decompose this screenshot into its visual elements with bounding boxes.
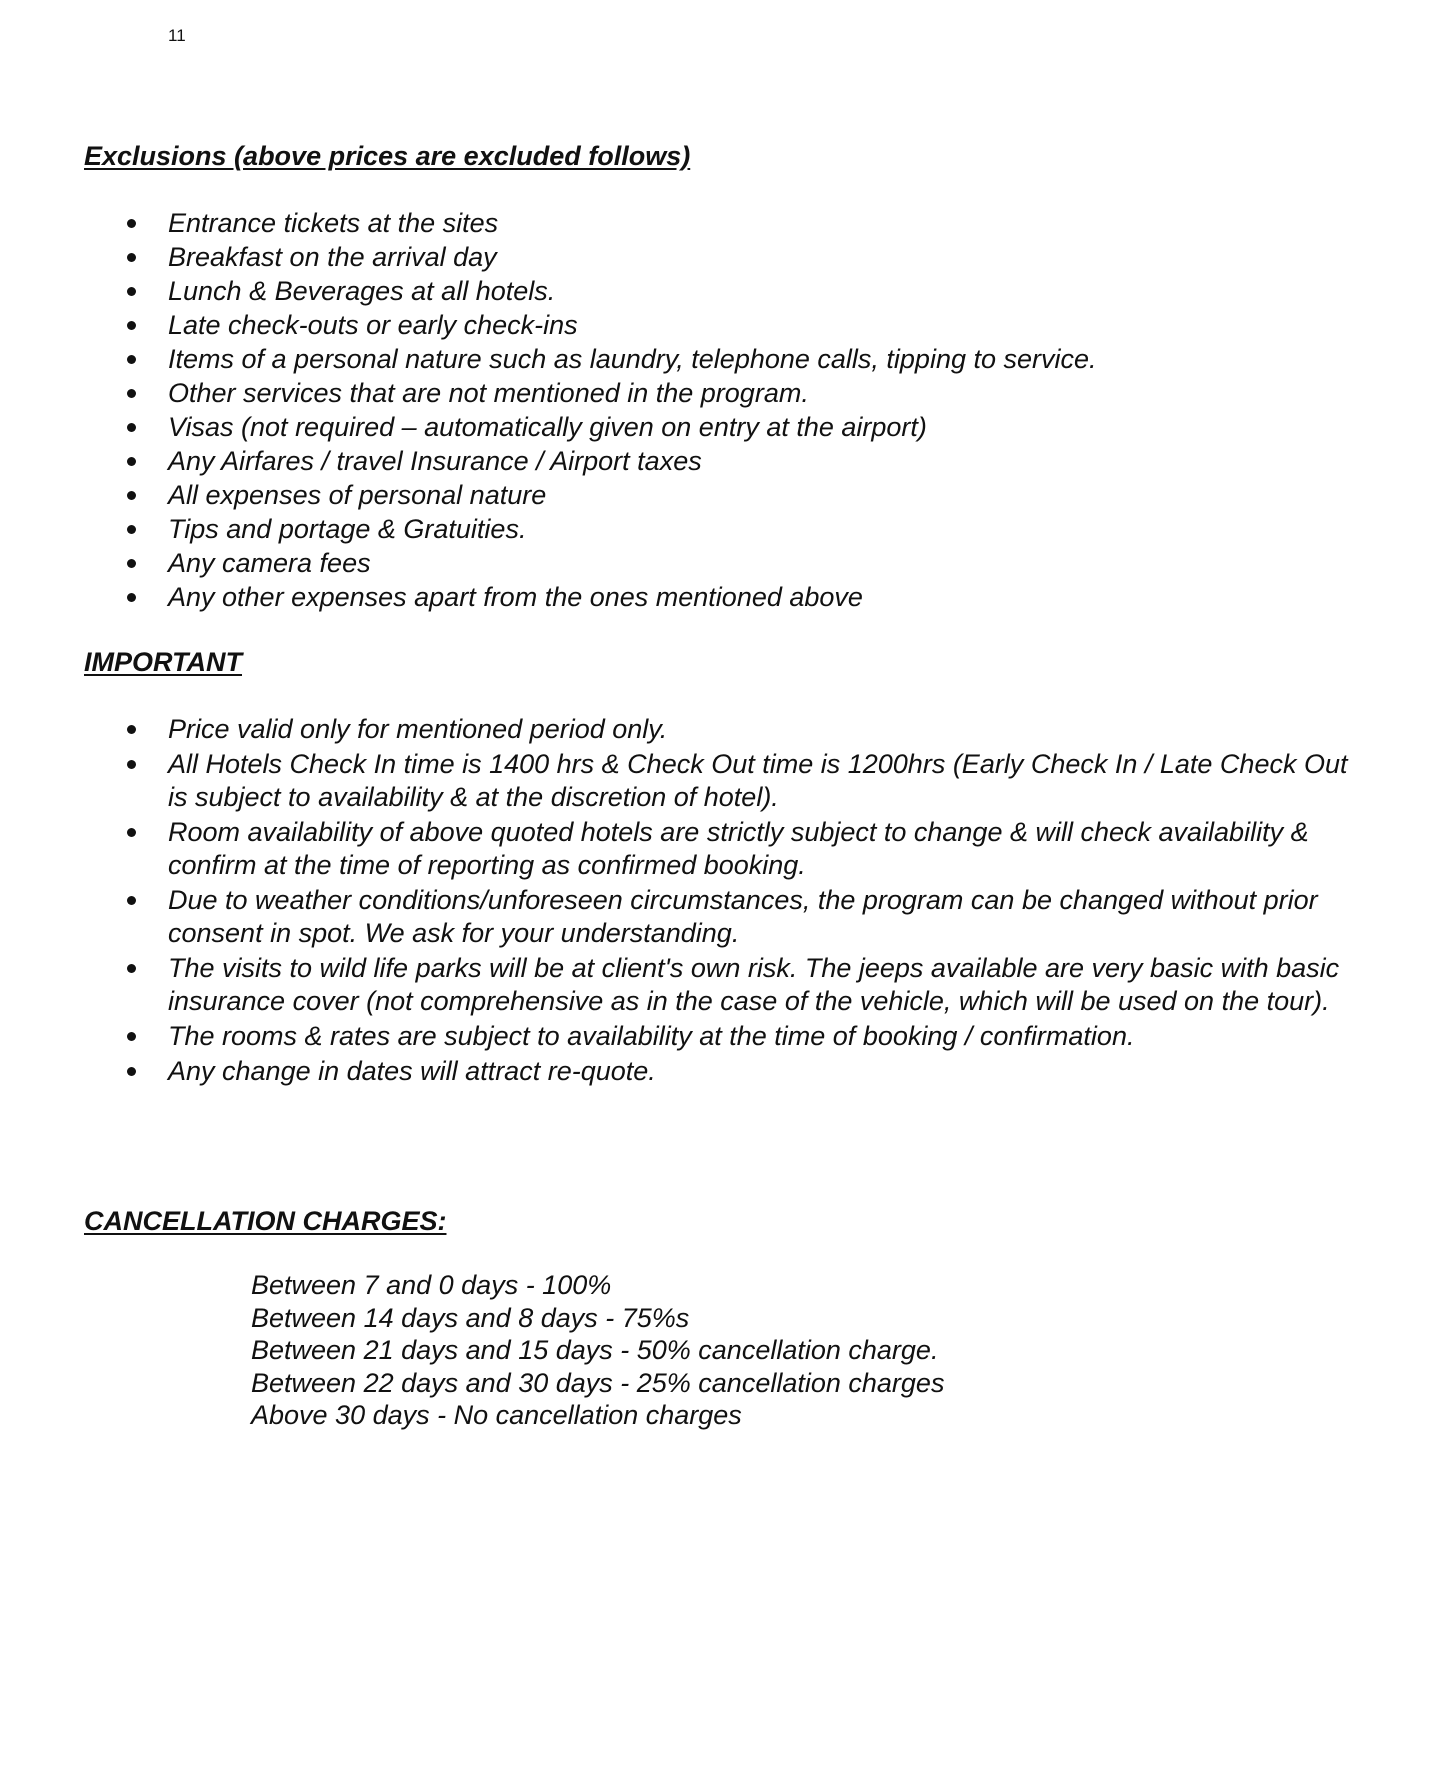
important-list [0,713,1440,1090]
list-item: Due to weather conditions/unforeseen circumstances, the program can be changed without prior consent in spot. We ask for your understanding. [0,884,1440,950]
cancellation-item: Between 21 days and 15 days - 50% cancellation charge. [251,1335,939,1365]
bullet-icon [127,1032,136,1041]
exclusions-list [0,207,1440,615]
important-heading: IMPORTANT [84,647,242,677]
bullet-icon [127,828,136,837]
list-item: Other services that are not mentioned in the program. [0,377,1440,410]
bullet-icon [127,355,136,364]
bullet-icon [127,423,136,432]
list-item: All expenses of personal nature [0,479,1440,512]
list-item: The rooms & rates are subject to availability at the time of booking / confirmation. [0,1020,1440,1053]
bullet-icon [127,321,136,330]
cancellation-item: Between 14 days and 8 days - 75%s [251,1302,690,1333]
list-item: Any camera fees [0,547,1440,580]
bullet-icon [127,491,136,500]
cancellation-list [251,1269,944,1432]
bullet-icon [127,760,136,769]
page-number: 11 [168,26,186,45]
bullet-icon [127,593,136,602]
bullet-icon [127,457,136,466]
bullet-icon [127,896,136,905]
bullet-icon [127,964,136,973]
list-item: Tips and portage & Gratuities. [0,513,1440,546]
cancellation-item: Between 7 and 0 days - 100% [251,1270,612,1300]
list-item: Items of a personal nature such as laundry, telephone calls, tipping to service. [0,343,1440,376]
cancellation-item: Between 22 days and 30 days - 25% cancellation charges [251,1367,945,1398]
list-item: Entrance tickets at the sites [0,207,1440,240]
cancellation-item: Above 30 days - No cancellation charges [251,1400,742,1430]
list-item: Lunch & Beverages at all hotels. [0,275,1440,308]
bullet-icon [127,287,136,296]
bullet-icon [127,389,136,398]
exclusions-heading: Exclusions (above prices are excluded follows) [84,141,691,171]
list-item: Late check-outs or early check-ins [0,309,1440,342]
list-item: The visits to wild life parks will be at client's own risk. The jeeps available are very basic with basic insurance cover (not comprehensive as in the case of the vehicle, which will be used on the tour). [0,952,1440,1018]
list-item: Breakfast on the arrival day [0,241,1440,274]
list-item: Room availability of above quoted hotels are strictly subject to change & will check availability & confirm at the time of reporting as confirmed booking. [0,816,1440,882]
list-item: Any Airfares / travel Insurance / Airport taxes [0,445,1440,478]
bullet-icon [127,725,136,734]
bullet-icon [127,1067,136,1076]
list-item: Any other expenses apart from the ones mentioned above [0,581,1440,614]
list-item: Any change in dates will attract re-quote. [0,1055,1440,1088]
list-item: Price valid only for mentioned period only. [0,713,1440,746]
bullet-icon [127,525,136,534]
bullet-icon [127,219,136,228]
bullet-icon [127,253,136,262]
list-item: All Hotels Check In time is 1400 hrs & Check Out time is 1200hrs (Early Check In / Late Check Out is subject to availability & at the discretion of hotel). [0,748,1440,814]
bullet-icon [127,559,136,568]
list-item: Visas (not required – automatically given on entry at the airport) [0,411,1440,444]
cancellation-heading: CANCELLATION CHARGES: [84,1206,447,1236]
